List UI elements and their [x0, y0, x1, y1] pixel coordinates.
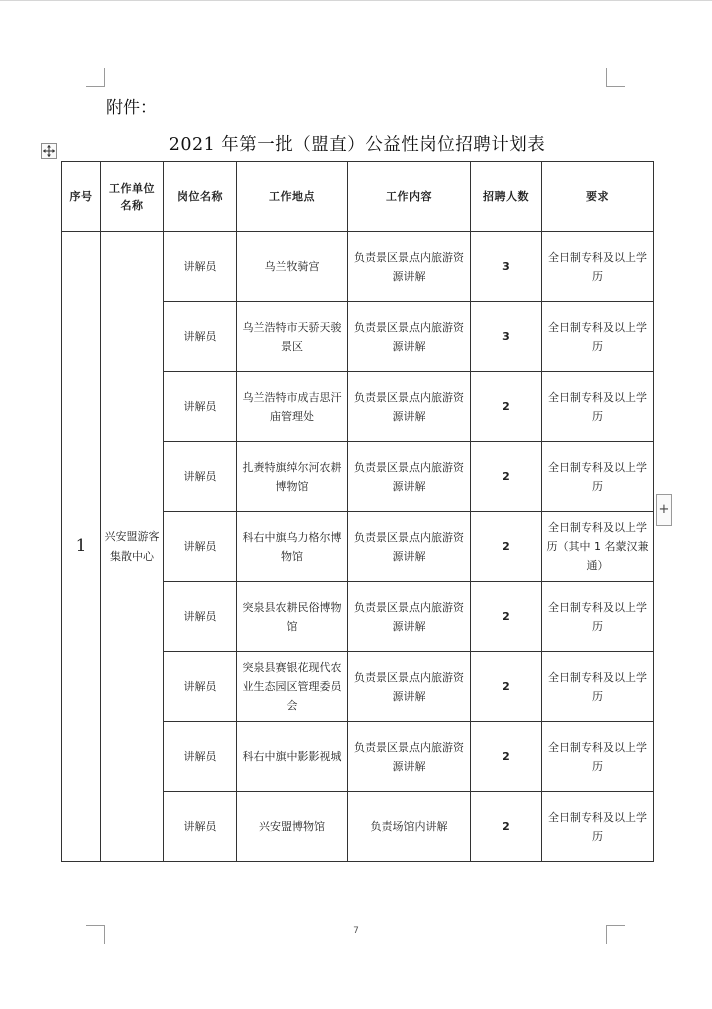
location-cell: 兴安盟博物馆 — [237, 792, 348, 862]
header-position: 岗位名称 — [164, 162, 237, 232]
requirement-cell: 全日制专科及以上学历 — [542, 302, 654, 372]
requirement-cell: 全日制专科及以上学历（其中 1 名蒙汉兼通） — [542, 512, 654, 582]
requirement-cell: 全日制专科及以上学历 — [542, 372, 654, 442]
attachment-label: 附件： — [106, 98, 157, 118]
location-cell: 科右中旗中影影视城 — [237, 722, 348, 792]
requirement-cell: 全日制专科及以上学历 — [542, 442, 654, 512]
crop-mark-top-left — [86, 68, 105, 87]
requirement-cell: 全日制专科及以上学历 — [542, 582, 654, 652]
count-cell: 2 — [471, 442, 542, 512]
count-cell: 3 — [471, 232, 542, 302]
position-cell: 讲解员 — [164, 792, 237, 862]
header-content: 工作内容 — [348, 162, 471, 232]
recruitment-plan-table — [61, 161, 654, 862]
plus-icon: + — [658, 502, 670, 517]
location-cell: 乌兰浩特市成吉思汗庙管理处 — [237, 372, 348, 442]
location-cell: 乌兰牧骑宫 — [237, 232, 348, 302]
location-cell: 乌兰浩特市天骄天骏景区 — [237, 302, 348, 372]
location-cell: 扎赉特旗绰尔河农耕博物馆 — [237, 442, 348, 512]
document-title: 2021 年第一批（盟直）公益性岗位招聘计划表 — [168, 135, 546, 155]
content-cell: 负责景区景点内旅游资源讲解 — [348, 442, 471, 512]
header-unit: 工作单位名称 — [101, 162, 164, 232]
content-cell: 负责景区景点内旅游资源讲解 — [348, 512, 471, 582]
count-cell: 2 — [471, 722, 542, 792]
header-location: 工作地点 — [237, 162, 348, 232]
location-cell: 突泉县赛银花现代农业生态园区管理委员会 — [237, 652, 348, 722]
location-cell: 突泉县农耕民俗博物馆 — [237, 582, 348, 652]
requirement-cell: 全日制专科及以上学历 — [542, 722, 654, 792]
content-cell: 负责景区景点内旅游资源讲解 — [348, 652, 471, 722]
position-cell: 讲解员 — [164, 512, 237, 582]
requirement-cell: 全日制专科及以上学历 — [542, 792, 654, 862]
header-count: 招聘人数 — [471, 162, 542, 232]
page-top-border — [0, 0, 712, 1]
position-cell: 讲解员 — [164, 442, 237, 512]
crop-mark-top-right — [606, 68, 625, 87]
count-cell: 2 — [471, 792, 542, 862]
position-cell: 讲解员 — [164, 302, 237, 372]
content-cell: 负责场馆内讲解 — [348, 792, 471, 862]
content-cell: 负责景区景点内旅游资源讲解 — [348, 232, 471, 302]
requirement-cell: 全日制专科及以上学历 — [542, 232, 654, 302]
position-cell: 讲解员 — [164, 652, 237, 722]
requirement-cell: 全日制专科及以上学历 — [542, 652, 654, 722]
seq-cell: 1 — [62, 232, 101, 862]
count-cell: 2 — [471, 652, 542, 722]
content-cell: 负责景区景点内旅游资源讲解 — [348, 582, 471, 652]
count-cell: 3 — [471, 302, 542, 372]
position-cell: 讲解员 — [164, 232, 237, 302]
move-arrows-icon — [42, 144, 56, 158]
page-number: 7 — [353, 926, 359, 936]
header-requirement: 要求 — [542, 162, 654, 232]
table-move-handle[interactable] — [41, 143, 57, 159]
location-cell: 科右中旗乌力格尔博物馆 — [237, 512, 348, 582]
count-cell: 2 — [471, 372, 542, 442]
count-cell: 2 — [471, 582, 542, 652]
table-header-row — [62, 162, 654, 232]
position-cell: 讲解员 — [164, 372, 237, 442]
position-cell: 讲解员 — [164, 722, 237, 792]
content-cell: 负责景区景点内旅游资源讲解 — [348, 302, 471, 372]
header-seq: 序号 — [62, 162, 101, 232]
content-cell: 负责景区景点内旅游资源讲解 — [348, 722, 471, 792]
position-cell: 讲解员 — [164, 582, 237, 652]
table-add-column-button[interactable] — [656, 494, 672, 526]
table-row — [62, 232, 654, 302]
content-cell: 负责景区景点内旅游资源讲解 — [348, 372, 471, 442]
count-cell: 2 — [471, 512, 542, 582]
unit-cell: 兴安盟游客集散中心 — [101, 232, 164, 862]
